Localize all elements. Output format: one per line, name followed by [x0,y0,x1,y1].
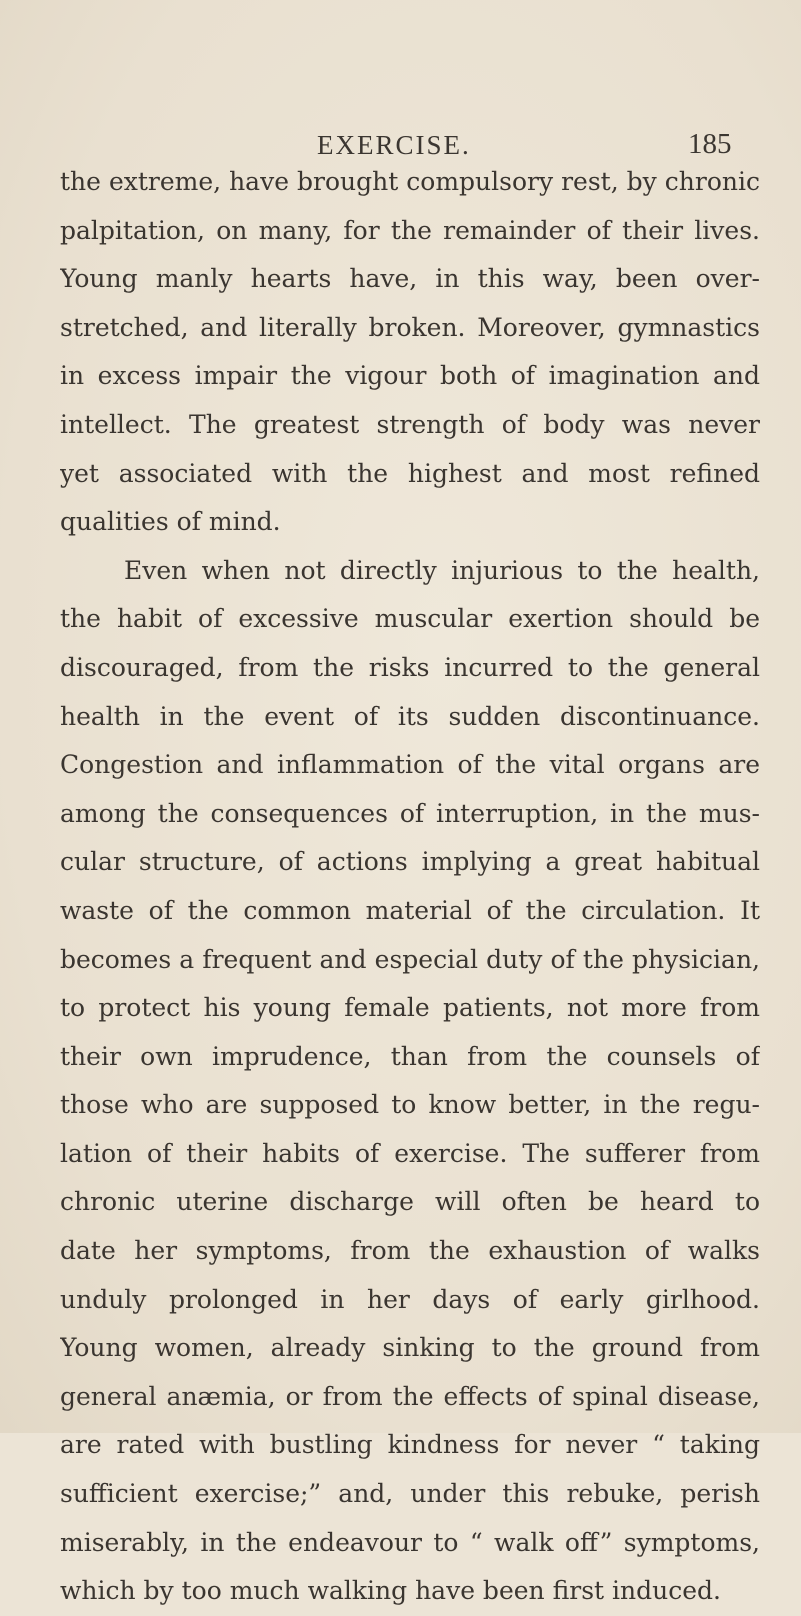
running-head: EXERCISE. [317,130,471,160]
text-line: health in the event of its sudden discontinuance. [60,701,760,731]
text-line: to protect his young female patients, not more from [60,993,760,1023]
text-line: date her symptoms, from the exhaustion of walks [60,1236,760,1266]
text-line: waste of the common material of the circulation. It [60,895,760,925]
text-line: qualities of mind. [60,507,281,537]
text-line: Young manly hearts have, in this way, been over- [60,264,760,294]
text-line: intellect. The greatest strength of body was never [60,409,760,439]
text-line: palpitation, on many, for the remainder of their lives. [60,215,760,245]
text-line: becomes a frequent and especial duty of the physician, [60,944,760,974]
text-line: among the consequences of interruption, in the mus- [60,798,760,828]
text-line: sufficient exercise;” and, under this rebuke, perish [60,1479,760,1509]
text-line: chronic uterine discharge will often be heard to [60,1187,760,1217]
text-line: the habit of excessive muscular exertion should be [60,604,760,634]
text-line: their own imprudence, than from the counsels of [60,1041,760,1071]
text-line: Congestion and inflammation of the vital organs are [60,750,760,780]
text-line: cular structure, of actions implying a great habitual [60,847,760,877]
text-line: the extreme, have brought compulsory rest, by chronic [60,167,760,196]
text-line: discouraged, from the risks incurred to the general [60,652,760,682]
text-line: lation of their habits of exercise. The sufferer from [60,1138,760,1168]
text-line: yet associated with the highest and most refined [60,458,760,488]
text-line: unduly prolonged in her days of early girlhood. [60,1284,760,1314]
body-text [60,158,760,1616]
text-line: Even when not directly injurious to the health, [124,555,760,585]
text-line: which by too much walking have been first induced. [60,1576,721,1606]
text-line: general anæmia, or from the effects of spinal disease, [60,1381,760,1411]
page-number: 185 [688,128,732,160]
text-line: Young women, already sinking to the ground from [60,1333,760,1363]
text-line: miserably, in the endeavour to “ walk off” symptoms, [60,1527,760,1557]
text-line: are rated with bustling kindness for never “ taking [60,1430,760,1460]
text-line: stretched, and literally broken. Moreover, gymnastics [60,312,760,342]
text-line: in excess impair the vigour both of imagination and [60,361,760,391]
text-line: those who are supposed to know better, in the regu- [60,1090,760,1120]
